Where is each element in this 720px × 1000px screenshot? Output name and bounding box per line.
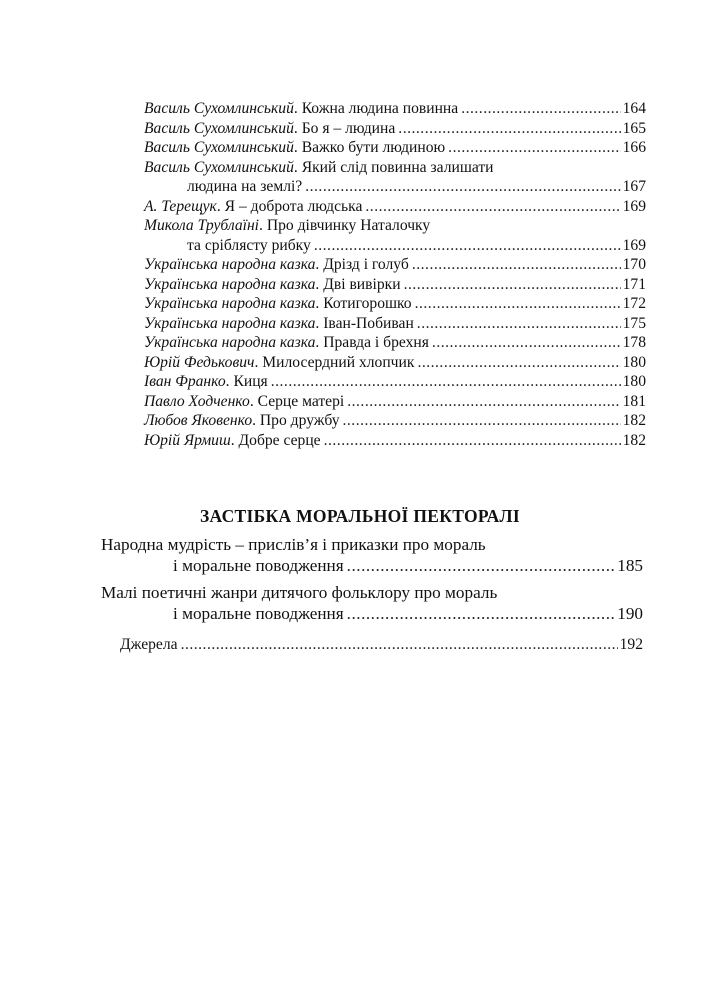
toc-page-number: 169 [622,197,646,215]
toc-page-number: 182 [622,412,646,429]
toc-entry: Василь Сухомлинський. Кожна людина повинна ..... 164 [144,99,646,119]
toc-title: Малі поетичні жанри дитячого фольклору про мораль [101,583,498,602]
toc-title-continuation: і моральне поводження [173,556,344,575]
dot-leader [365,197,620,217]
sources-label: Джерела [120,636,178,653]
toc-author: Павло Ходченко [144,392,250,410]
dot-leader [347,392,620,412]
toc-author: Василь Сухомлинський [144,119,294,137]
toc-entry [101,582,643,624]
toc-title: Іван-Побиван [323,314,414,332]
dot-leader [181,636,618,654]
toc-author: Українська народна казка [144,256,316,273]
toc-entry: Юрій Ярмиш. Добре серце ..... 182 [144,431,646,451]
toc-entry: А. Терещук. Я – доброта людська ..... 169 [144,197,646,217]
section-heading: ЗАСТІБКА МОРАЛЬНОЇ ПЕКТОРАЛІ [200,506,520,526]
toc-title: Добре серце [238,431,321,449]
toc-author: Українська народна казка [144,314,316,332]
dot-leader [417,314,621,334]
toc-author: Василь Сухомлинський [144,100,294,117]
toc-title: Киця [233,373,268,390]
dot-leader [461,99,620,119]
toc-page-number: 164 [622,100,646,117]
toc-author: Українська народна казка [144,275,316,293]
toc-title: Який слід повинна залишати [301,158,494,176]
toc-title-continuation: людина на землі? [187,178,303,195]
toc-title: Бо я – людина [301,119,396,137]
toc-entry: Микола Трублаїні. Про дівчинку Наталочку та сріблясту рибку ..... 169 [144,216,646,255]
toc-entry: Павло Ходченко. Серце матері ..... 181 [144,392,646,412]
toc-title: Про дружбу [259,412,340,429]
toc-author: Юрій Федькович [144,353,255,371]
toc-page-number: 170 [622,256,646,273]
toc-entry: Українська народна казка. Правда і брехня ..... 178 [144,333,646,353]
dot-leader [271,372,621,392]
toc-entry [101,534,643,576]
toc-title: Важко бути людиною [301,139,446,156]
dot-leader [398,119,620,139]
toc-title: Милосердний хлопчик [262,353,415,371]
toc-page-number: 190 [617,604,643,623]
toc-page-number: 181 [622,392,646,410]
toc-author: Іван Франко [144,373,226,390]
toc-page-number: 180 [622,353,646,371]
toc-author: Василь Сухомлинський [144,139,294,156]
toc-page-number: 178 [622,334,646,351]
dot-leader [324,431,621,451]
toc-entry: Іван Франко. Киця ..... 180 [144,372,646,392]
toc-page-number: 172 [622,295,646,312]
toc-author: Юрій Ярмиш [144,431,231,449]
dot-leader [347,603,616,624]
toc-title: Народна мудрість – прислів’я і приказки про мораль [101,535,486,554]
toc-entry: Любов Яковенко. Про дружбу ..... 182 [144,411,646,431]
toc-page-number: 171 [622,275,646,293]
toc-title: Кожна людина повинна [301,100,459,117]
toc-page-number: 180 [622,373,646,390]
toc-entry: Українська народна казка. Дрізд і голуб ..... 170 [144,255,646,275]
toc-page-number: 175 [622,314,646,332]
toc-title: Дві вивірки [323,275,401,293]
toc-title: Я – доброта людська [224,197,363,215]
dot-leader [305,177,620,197]
dot-leader [404,275,621,295]
dot-leader [412,255,621,275]
dot-leader [347,555,616,576]
toc-author: Українська народна казка [144,295,316,312]
toc-entry: Юрій Федькович. Милосердний хлопчик ..... 180 [144,353,646,373]
toc-title: Котигорошко [323,295,412,312]
toc-author: Василь Сухомлинський [144,158,294,176]
toc-title: Дрізд і голуб [323,256,409,273]
toc-title: Про дівчинку Наталочку [266,217,431,234]
toc-author: Микола Трублаїні [144,217,260,234]
toc-entry: Василь Сухомлинський. Важко бути людиною ..... 166 [144,138,646,158]
dot-leader [417,353,620,373]
toc-entry: Василь Сухомлинський. Бо я – людина ..... 165 [144,119,646,139]
sources-entry [120,636,643,654]
dot-leader [415,294,621,314]
dot-leader [314,236,621,256]
toc-title: Серце матері [257,392,345,410]
toc-page-number: 185 [617,556,643,575]
dot-leader [432,333,621,353]
toc-page-number: 165 [622,119,646,137]
table-of-contents [144,99,646,450]
toc-page-number: 192 [619,636,643,653]
toc-entry: Василь Сухомлинський. Який слід повинна залишати людина на землі? ..... 167 [144,158,646,197]
toc-entry: Українська народна казка. Котигорошко ..... 172 [144,294,646,314]
dot-leader [343,411,621,431]
toc-title: Правда і брехня [323,334,429,351]
toc-page-number: 169 [622,236,646,254]
dot-leader [448,138,620,158]
toc-author: Любов Яковенко [144,412,253,429]
toc-page-number: 167 [622,178,646,195]
toc-entry: Українська народна казка. Іван-Побиван ..... 175 [144,314,646,334]
toc-title-continuation: і моральне поводження [173,604,344,623]
toc-page-number: 182 [622,431,646,449]
toc-author: А. Терещук [144,197,217,215]
section-contents [101,534,643,630]
toc-page-number: 166 [622,139,646,156]
toc-author: Українська народна казка [144,334,316,351]
toc-title-continuation: та сріблясту рибку [187,236,311,254]
toc-entry: Українська народна казка. Дві вивірки ..... 171 [144,275,646,295]
